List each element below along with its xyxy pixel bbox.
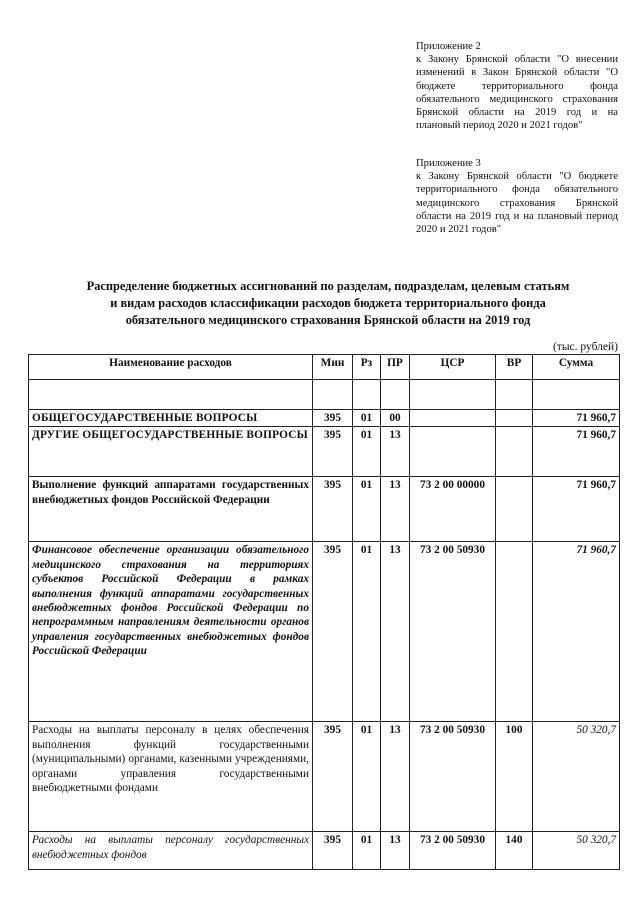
row-rz: 01	[353, 542, 381, 722]
table-row	[29, 410, 620, 427]
row-vr	[496, 542, 533, 722]
table-spacer-row	[29, 380, 620, 410]
row-pr: 13	[381, 427, 410, 477]
row-name: Расходы на выплаты персоналу государственных внебюджетных фондов	[29, 832, 313, 870]
row-min: 395	[313, 427, 353, 477]
annex-3-heading: Приложение 3	[416, 158, 481, 169]
row-rz: 01	[353, 427, 381, 477]
row-rz: 01	[353, 477, 381, 542]
row-pr: 13	[381, 477, 410, 542]
annex-3-block	[416, 157, 618, 236]
table-row	[29, 427, 620, 477]
header-sum: Сумма	[533, 355, 620, 380]
row-csr	[410, 427, 496, 477]
row-csr: 73 2 00 50930	[410, 722, 496, 832]
header-rz: Рз	[353, 355, 381, 380]
row-sum: 71 960,7	[533, 427, 620, 477]
units-note: (тыс. рублей)	[552, 341, 618, 353]
row-min: 395	[313, 832, 353, 870]
row-name: ДРУГИЕ ОБЩЕГОСУДАРСТВЕННЫЕ ВОПРОСЫ	[29, 427, 313, 477]
row-vr	[496, 410, 533, 427]
table-row	[29, 722, 620, 832]
row-vr	[496, 427, 533, 477]
annex-2-heading: Приложение 2	[416, 41, 481, 52]
row-name: Выполнение функций аппаратами государственных внебюджетных фондов Российской Федерации	[29, 477, 313, 542]
row-pr: 13	[381, 722, 410, 832]
row-pr: 13	[381, 832, 410, 870]
table-row	[29, 832, 620, 870]
row-pr: 13	[381, 542, 410, 722]
annex-2-text: к Закону Брянской области "О внесении изменений в Закон Брянской области "О бюджете территориального фонда обязательного медицинского страхования Брянской области на 2019 год и на плановый период 2020 и 2021 годов"	[416, 54, 618, 132]
row-rz: 01	[353, 722, 381, 832]
header-name: Наименование расходов	[29, 355, 313, 380]
row-vr: 100	[496, 722, 533, 832]
row-sum: 50 320,7	[533, 722, 620, 832]
row-min: 395	[313, 410, 353, 427]
row-csr: 73 2 00 00000	[410, 477, 496, 542]
budget-table	[28, 354, 620, 870]
row-csr: 73 2 00 50930	[410, 832, 496, 870]
header-pr: ПР	[381, 355, 410, 380]
title-line-3: обязательного медицинского страхования Брянской области на 2019 год	[125, 313, 531, 327]
table-header-row	[29, 355, 620, 380]
annex-2-block	[416, 40, 618, 132]
row-sum: 71 960,7	[533, 410, 620, 427]
row-rz: 01	[353, 410, 381, 427]
row-min: 395	[313, 722, 353, 832]
document-title	[40, 278, 616, 329]
row-min: 395	[313, 542, 353, 722]
title-line-2: и видам расходов классификации расходов бюджета территориального фонда	[110, 296, 546, 310]
row-sum: 71 960,7	[533, 477, 620, 542]
row-min: 395	[313, 477, 353, 542]
row-csr: 73 2 00 50930	[410, 542, 496, 722]
row-name: ОБЩЕГОСУДАРСТВЕННЫЕ ВОПРОСЫ	[29, 410, 313, 427]
title-line-1: Распределение бюджетных ассигнований по разделам, подразделам, целевым статьям	[86, 279, 570, 293]
table-row	[29, 477, 620, 542]
row-name: Расходы на выплаты персоналу в целях обеспечения выполнения функций государственными (муниципальными) органами, казенными учреждениями, органами управления государственными внебюджетными фондами	[29, 722, 313, 832]
table-row	[29, 542, 620, 722]
row-sum: 50 320,7	[533, 832, 620, 870]
header-csr: ЦСР	[410, 355, 496, 380]
row-vr	[496, 477, 533, 542]
header-vr: ВР	[496, 355, 533, 380]
row-csr	[410, 410, 496, 427]
row-pr: 00	[381, 410, 410, 427]
annex-3-text: к Закону Брянской области "О бюджете территориального фонда обязательного медицинского страхования Брянской области на 2019 год и на плановый период 2020 и 2021 годов"	[416, 171, 618, 236]
row-vr: 140	[496, 832, 533, 870]
row-name: Финансовое обеспечение организации обязательного медицинского страхования на территориях субъектов Российской Федерации в рамках выполнения функций аппаратами государственных внебюджетных фондов Российской Федерации по непрограммным направлениям деятельности органов управления государственных внебюджетных фондов Российской Федерации	[29, 542, 313, 722]
header-min: Мин	[313, 355, 353, 380]
row-rz: 01	[353, 832, 381, 870]
row-sum: 71 960,7	[533, 542, 620, 722]
